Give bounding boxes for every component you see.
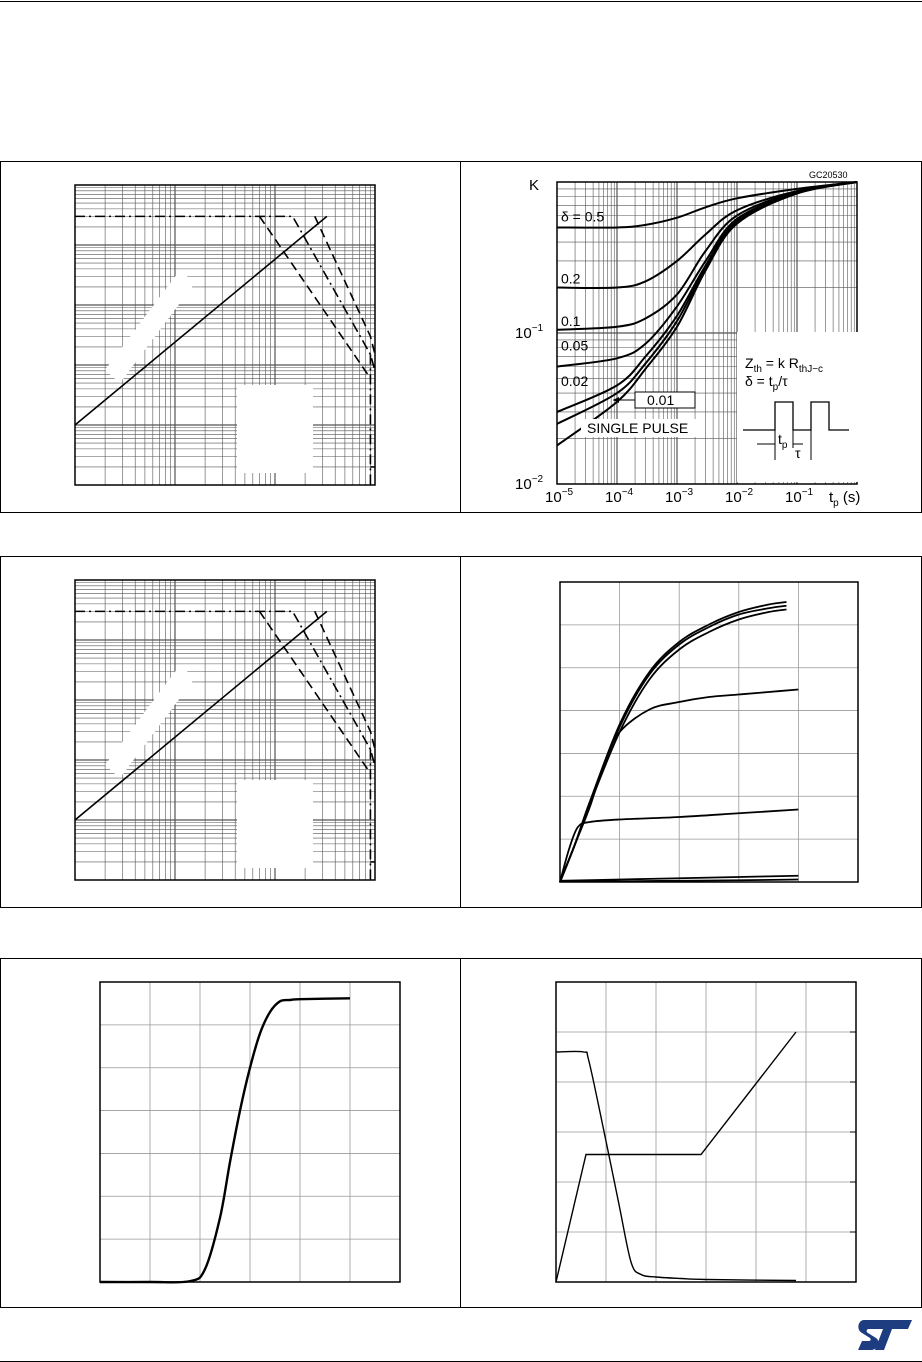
chart-output — [560, 582, 858, 882]
chart-soa-1-plot-frame — [75, 185, 375, 485]
zth-x-tick-label: $10^{-3}$ — [665, 487, 694, 506]
zth-curve — [557, 182, 857, 288]
chart-soa-1-series-line — [260, 216, 371, 378]
chart-soa-2 — [75, 580, 375, 880]
zth-curve — [557, 182, 857, 330]
chart-soa-2-series-line — [260, 611, 371, 773]
zth-x-tick-label: $10^{-1}$ — [785, 487, 814, 506]
zth-series-label: 0.01 — [647, 392, 675, 408]
zth-formula-line2: $\delta = t_p/\tau$ — [745, 373, 788, 393]
chart-soa-1-series-line — [75, 216, 375, 370]
zth-y-tick-label: $10^{-2}$ — [515, 474, 544, 493]
st-logo-mark — [856, 1318, 914, 1352]
chart-soa-2-blank-legend — [237, 780, 313, 868]
chart-transfer-curve — [100, 998, 350, 1282]
zth-series-label: 0.02 — [561, 372, 589, 389]
zth-formula-line1: $Z_{th} = k$ $R_{thJ-c}$ — [745, 355, 824, 375]
zth-series-label: δ = 0.5 — [561, 208, 605, 225]
chart-transfer — [100, 982, 400, 1282]
zth-y-tick-label: $10^{-1}$ — [515, 323, 544, 342]
chart-soa-2-plot-frame — [75, 580, 375, 880]
chart-thermal-impedance — [515, 170, 861, 509]
zth-y-label: K — [529, 177, 540, 194]
zth-pulse-label: $t_p$ — [778, 431, 788, 451]
chart-switch — [556, 982, 856, 1282]
chart-soa-1 — [75, 185, 375, 485]
zth-series-label: 0.1 — [561, 312, 581, 329]
zth-series-label: SINGLE PULSE — [587, 420, 689, 436]
chart-soa-1-blank-legend — [237, 385, 313, 473]
zth-x-label: $t_p$ (s) — [829, 489, 861, 509]
zth-x-tick-label: $10^{-4}$ — [605, 487, 634, 506]
chart-output-curve — [560, 602, 786, 882]
zth-x-tick-label: $10^{-5}$ — [545, 487, 574, 506]
st-logo — [856, 1318, 914, 1352]
zth-figure-code: GC20530 — [809, 170, 848, 180]
chart-soa-2-series-line — [75, 611, 375, 765]
chart-switch-curve — [556, 1051, 796, 1280]
st-logo-shape — [858, 1320, 912, 1350]
zth-series-label: 0.2 — [561, 270, 581, 287]
zth-series-label: 0.05 — [561, 337, 589, 354]
zth-period-label: τ — [795, 445, 801, 461]
zth-x-tick-label: $10^{-2}$ — [725, 487, 754, 506]
chart-switch-curve — [556, 1032, 796, 1282]
